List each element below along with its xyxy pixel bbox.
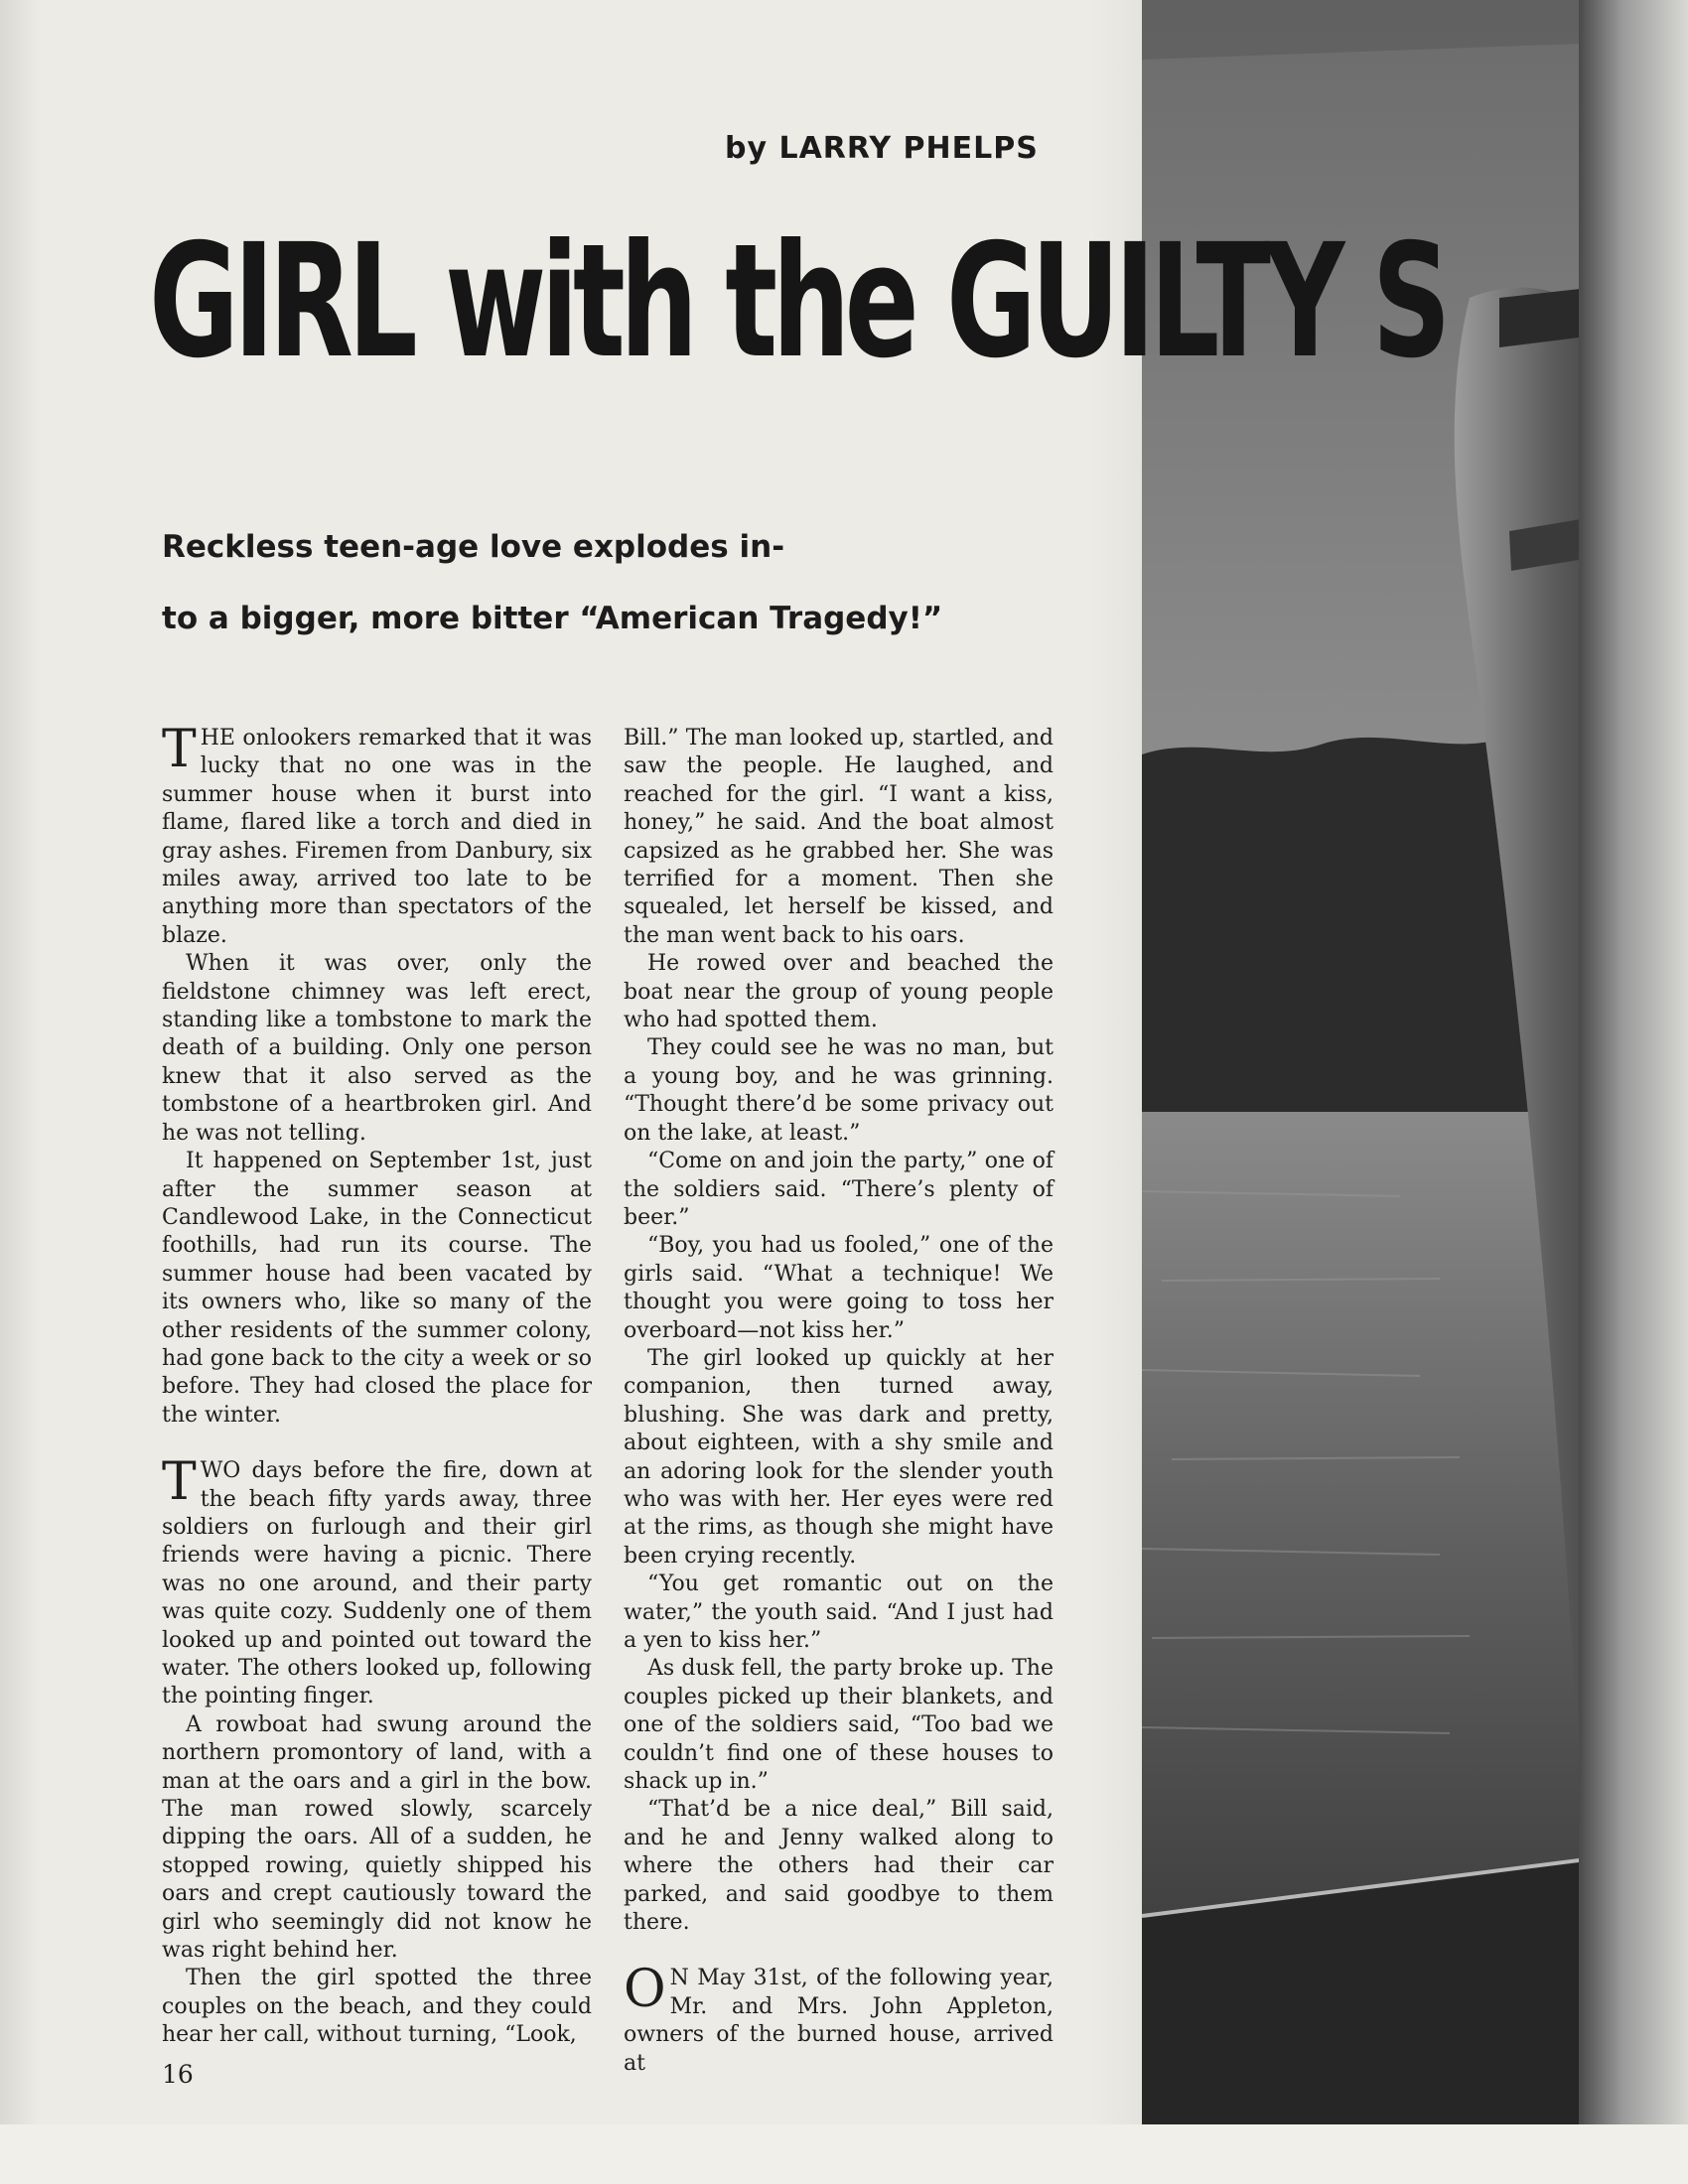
drop-cap: T (162, 720, 197, 779)
paragraph: The girl looked up quickly at her companion, then turned away, blushing. She was dark and pretty, about eighteen, with a shy smile and an adoring look for the slender youth who was with her. Her eyes were red at the rims, as though she might have been crying recently. (624, 1345, 1054, 1569)
article-column-2 (624, 725, 1054, 2078)
paragraph (624, 1960, 1054, 2078)
paragraph: It happened on September 1st, just after the summer season at Candlewood Lake, in the Connecticut foothills, had run its course. The summer house had been vacated by its owners who, like so many of the other residents of the summer colony, had gone back to the city a week or so before. They had closed the place for the winter. (162, 1149, 592, 1428)
byline: by LARRY PHELPS (725, 131, 1039, 166)
drop-cap: O (624, 1960, 666, 2020)
paragraph (162, 720, 592, 950)
paragraph (162, 1452, 592, 1711)
paragraph: Then the girl spotted the three couples on the beach, and they could hear her call, without turning, “Look, (162, 1966, 592, 2048)
paragraph: “You get romantic out on the water,” the youth said. “And I just had a yen to kiss her.” (624, 1571, 1054, 1653)
headline: GIRL with the GUILTY S (149, 210, 1446, 393)
paragraph: “Come on and join the party,” one of the soldiers said. “There’s plenty of beer.” (624, 1149, 1054, 1230)
drop-cap: T (162, 1452, 197, 1513)
paragraph: Bill.” The man looked up, startled, and saw the people. He laughed, and reached for the girl. “I want a kiss, honey,” he said. And the boat almost capsized as he grabbed her. She was terrified for a moment. Then she squealed, let herself be kissed, and the man went back to his oars. (624, 726, 1054, 948)
paragraph-text: N May 31st, of the following year, Mr. and Mrs. John Appleton, owners of the burned house, arrived at (624, 1966, 1054, 2076)
page-bottom-margin (0, 2124, 1688, 2184)
paragraph: “That’d be a nice deal,” Bill said, and he and Jenny walked along to where the others had their car parked, and said goodbye to them there. (624, 1797, 1054, 1936)
paragraph: When it was over, only the fieldstone chimney was left erect, standing like a tombstone to mark the death of a building. Only one person knew that it also served as the tombstone of a heartbroken girl. And he was not telling. (162, 951, 592, 1146)
paragraph: As dusk fell, the party broke up. The couples picked up their blankets, and one of the soldiers said, “Too bad we couldn’t find one of these houses to shack up in.” (624, 1656, 1054, 1795)
paragraph: “Boy, you had us fooled,” one of the girls said. “What a technique! We thought you were going to toss her overboard—not kiss her.” (624, 1233, 1054, 1343)
paragraph-text: WO days before the fire, down at the beach fifty yards away, three soldiers on furlough and their girl friends were having a picnic. There was no one around, and their party was quite cozy. Suddenly one of them looked up and pointed out toward the water. The others looked up, following the pointing finger. (162, 1458, 592, 1709)
paragraph-text: HE onlookers remarked that it was lucky that no one was in the summer house when it burst into flame, flared like a torch and died in gray ashes. Firemen from Danbury, six miles away, arrived too late to be anything more than spectators of the blaze. (162, 726, 592, 948)
paragraph: They could see he was no man, but a young boy, and he was grinning. “Thought there’d be some privacy out on the lake, at least.” (624, 1035, 1054, 1146)
paragraph: He rowed over and beached the boat near the group of young people who had spotted them. (624, 951, 1054, 1033)
page-number: 16 (162, 2060, 194, 2089)
article-column-1 (162, 720, 592, 2050)
paragraph: A rowboat had swung around the northern promontory of land, with a man at the oars and a girl in the bow. The man rowed slowly, scarcely dipping the oars. All of a sudden, he stopped rowing, quietly shipped his oars and crept cautiously toward the girl who seemingly did not know he was right behind her. (162, 1711, 592, 1964)
page-gutter-shadow (1579, 0, 1688, 2184)
deck-line-1: Reckless teen-age love explodes in- (162, 529, 785, 565)
deck-line-2: to a bigger, more bitter “American Tragedy!” (162, 601, 943, 636)
